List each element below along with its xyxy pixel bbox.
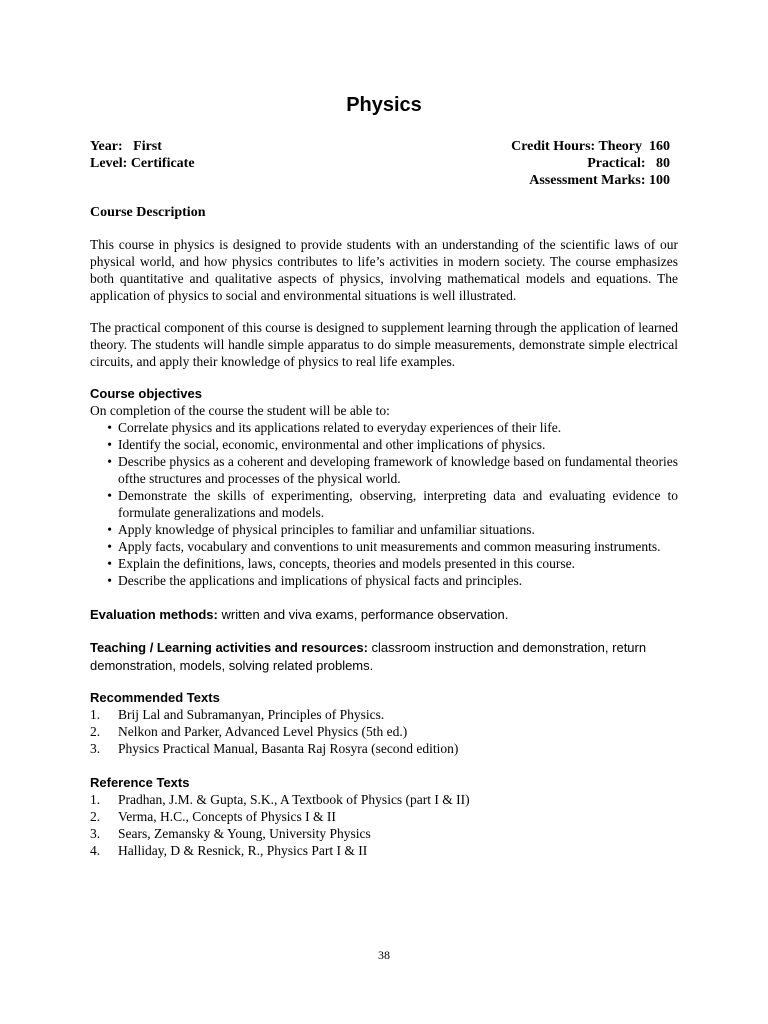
- credit-hours-practical: Practical: 80: [587, 156, 670, 171]
- course-description-heading: Course Description: [90, 205, 206, 220]
- level-label: Level: Certificate: [90, 156, 195, 171]
- list-item-number: 1.: [90, 707, 101, 722]
- reference-texts-section: [90, 774, 678, 859]
- list-item-number: 3.: [90, 741, 101, 756]
- list-item: • Describe physics as a coherent and developing framework of knowledge based on fundamental theories ofthe structures and processes of the physical world.: [90, 453, 678, 487]
- list-item-number: 1.: [90, 792, 101, 807]
- list-item-text: Halliday, D & Resnick, R., Physics Part I & II: [118, 843, 368, 858]
- list-item: • Explain the definitions, laws, concepts, theories and models presented in this course.: [90, 555, 678, 572]
- evaluation-methods-label: Evaluation methods:: [90, 607, 218, 622]
- list-item-text: Verma, H.C., Concepts of Physics I & II: [118, 809, 336, 824]
- reference-texts-list: [90, 791, 678, 859]
- evaluation-methods: [90, 606, 678, 624]
- course-objectives-heading: Course objectives: [90, 386, 202, 401]
- list-item-text: Nelkon and Parker, Advanced Level Physics (5th ed.): [118, 724, 408, 739]
- assessment-marks: Assessment Marks: 100: [529, 173, 670, 188]
- evaluation-methods-text: written and viva exams, performance observation.: [217, 607, 509, 622]
- recommended-texts-list: [90, 706, 678, 757]
- list-item: • Demonstrate the skills of experimenting, observing, interpreting data and evaluating evidence to formulate generalizations and models.: [90, 487, 678, 521]
- list-item: • Apply facts, vocabulary and conventions to unit measurements and common measuring instruments.: [90, 538, 678, 555]
- teaching-activities: [90, 639, 678, 675]
- recommended-texts-heading: Recommended Texts: [90, 690, 220, 705]
- list-item: [90, 842, 678, 859]
- list-item: • Apply knowledge of physical principles to familiar and unfamiliar situations.: [90, 521, 678, 538]
- list-item: • Identify the social, economic, environmental and other implications of physics.: [90, 436, 678, 453]
- list-item: [90, 706, 678, 723]
- list-item-text: Physics Practical Manual, Basanta Raj Rosyra (second edition): [118, 741, 459, 756]
- course-description-paragraph-1: This course in physics is designed to provide students with an understanding of the scientific laws of our physical world, and how physics contributes to life’s activities in modern society. The course emphasizes both quantitative and qualitative aspects of physics, involving mathematical models and equations. The application of physics to social and environmental situations is well illustrated.: [90, 237, 678, 303]
- list-item: [90, 825, 678, 842]
- list-item-number: 3.: [90, 826, 101, 841]
- list-item: [90, 808, 678, 825]
- list-item: [90, 723, 678, 740]
- teaching-activities-text: classroom instruction and demonstration, return demonstration, models, solving related problems.: [90, 640, 647, 673]
- course-description-paragraph-2: The practical component of this course is designed to supplement learning through the application of learned theory. The students will handle simple apparatus to do simple measurements, demonstrate simple electrical circuits, and apply their knowledge of physics to real life examples.: [90, 320, 678, 369]
- list-item-number: 2.: [90, 809, 101, 824]
- page-number: 38: [378, 948, 390, 962]
- teaching-activities-label: Teaching / Learning activities and resources:: [90, 640, 368, 655]
- recommended-texts-section: [90, 689, 678, 757]
- page-title: Physics: [346, 94, 422, 116]
- list-item: [90, 740, 678, 757]
- list-item-text: Pradhan, J.M. & Gupta, S.K., A Textbook of Physics (part I & II): [118, 792, 470, 807]
- list-item: • Correlate physics and its applications related to everyday experiences of their life.: [90, 419, 678, 436]
- credit-hours-theory: Credit Hours: Theory 160: [511, 139, 670, 154]
- year-label: Year: First: [90, 139, 162, 154]
- course-meta-right: [511, 138, 670, 189]
- list-item-number: 2.: [90, 724, 101, 739]
- objectives-list: [90, 419, 678, 589]
- list-item-text: Sears, Zemansky & Young, University Physics: [118, 826, 371, 841]
- reference-texts-heading: Reference Texts: [90, 775, 190, 790]
- list-item-text: Brij Lal and Subramanyan, Principles of Physics.: [118, 707, 385, 722]
- course-meta-left: [90, 138, 195, 172]
- course-objectives-intro: On completion of the course the student will be able to:: [90, 403, 390, 418]
- list-item: [90, 791, 678, 808]
- main-content: [90, 204, 678, 859]
- list-item: • Describe the applications and implications of physical facts and principles.: [90, 572, 678, 589]
- list-item-number: 4.: [90, 843, 101, 858]
